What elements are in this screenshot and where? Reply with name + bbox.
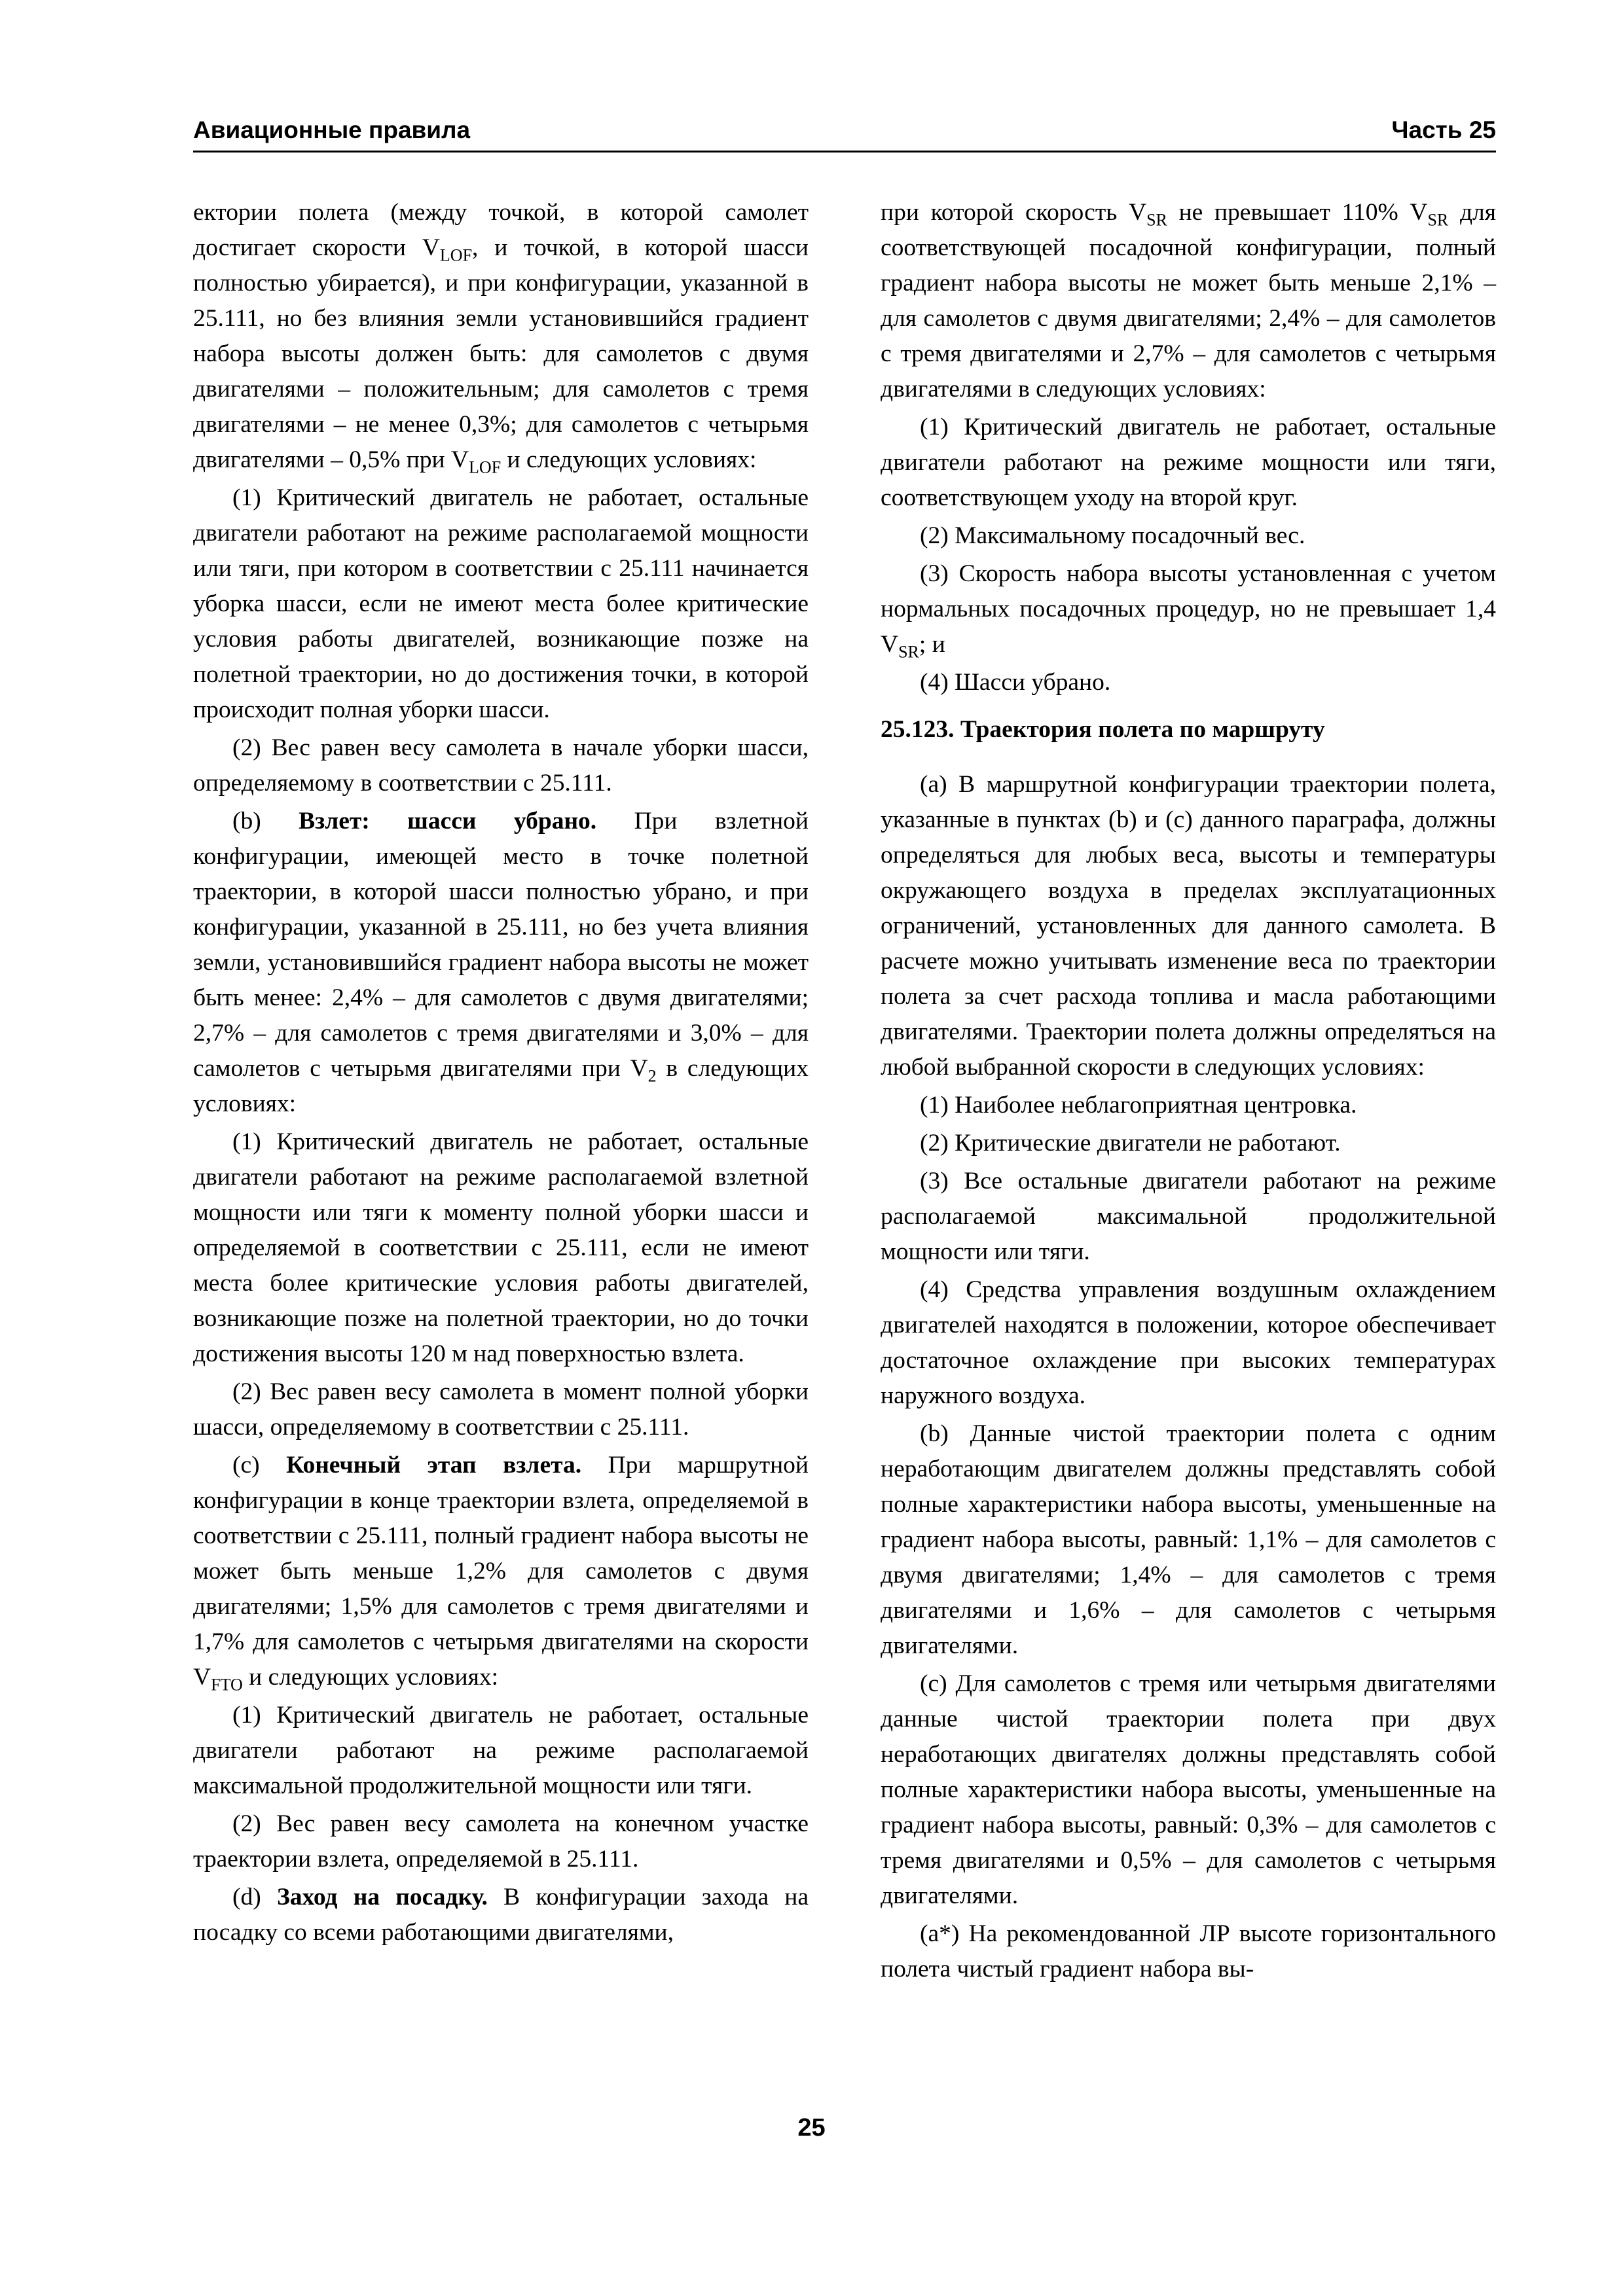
subsection-title: Взлет: шасси убрано. (299, 808, 597, 834)
paragraph: (а) В маршрутной конфигурации траектории полета, указанные в пунктах (b) и (c) данного параграфа, должны определяться для любых веса, высоты и температуры окружающего воздуха в пределах эксплуатационных ограничений, установленных для данного самолета. В расчете можно учитывать изменение веса по траектории полета за счет расхода топлива и масла работающими двигателями. Траектории полета должны определяться на любой выбранной скорости в следующих условиях: (881, 771, 1496, 1081)
paragraph: (2) Вес равен весу самолета в начале уборки шасси, определяемому в соответствии с 25.111. (193, 734, 809, 797)
header-part: Часть 25 (1391, 117, 1496, 143)
paragraph: при которой скорость $V_{SR}$ не превышает 110% $V_{SR}$ для соответствующей посадочной конфигурации, полный градиент набора высоты не может быть меньше 2,1% – для самолетов с двумя двигателями; 2,4% – для самолетов с тремя двигателями и 2,7% – для самолетов с четырьмя двигателями в следующих условиях: (881, 199, 1497, 403)
paragraph: (b) Данные чистой траектории полета с одним неработающим двигателем должны представлять собой полные характеристики набора высоты, уменьшенные на градиент набора высоты, равный: 1,1% – для самолетов с двумя двигателями; 1,4% – для самолетов с тремя двигателями и 1,6% – для самолетов с четырьмя двигателями. (881, 1420, 1496, 1659)
paragraph: (3) Скорость набора высоты установленная с учетом нормальных посадочных процедур, но не превышает 1,4 $V_{SR}$; и (881, 560, 1496, 662)
paragraph: ектории полета (между точкой, в которой самолет достигает скорости $V_{LOF}$, и точкой, в которой шасси полностью убирается), и при конфигурации, указанной в 25.111, но без влияния земли установившийся градиент набора высоты должен быть: для самолетов с двумя двигателями – положительным; для самолетов с тремя двигателями – не менее 0,3%; для самолетов с четырьмя двигателями – 0,5% при $V_{LOF}$ и следующих условиях: (193, 199, 809, 477)
header-title: Авиационные правила (193, 117, 471, 143)
paragraph: (b) Взлет: шасси убрано. При взлетной конфигурации, имеющей место в точке полетной траектории, в которой шасси полностью убрано, и при конфигурации, указанной в 25.111, но без учета влияния земли, установившийся градиент набора высоты не может быть менее: 2,4% – для самолетов с двумя двигателями; 2,7% – для самолетов с тремя двигателями и 3,0% – для самолетов с четырьмя двигателями при $V_2$ в следующих условиях: (193, 808, 809, 1117)
running-header (193, 113, 1496, 152)
paragraph: (1) Критический двигатель не работает, остальные двигатели работают на режиме располагаемой мощности или тяги, при котором в соответствии с 25.111 начинается уборка шасси, если не имеют места более критические условия работы двигателей, возникающие позже на полетной траектории, но до достижения точки, в которой происходит полная уборки шасси. (193, 484, 809, 723)
paragraph: (3) Все остальные двигатели работают на режиме располагаемой максимальной продолжительной мощности или тяги. (881, 1168, 1496, 1265)
paragraph: (d) Заход на посадку. В конфигурации захода на посадку со всеми работающими двигателями, (193, 1884, 809, 1946)
subsection-title: Конечный этап взлета. (286, 1452, 582, 1479)
section-heading: 25.123. Траектория полета по маршруту (881, 716, 1325, 743)
paragraph: (1) Критический двигатель не работает, остальные двигатели работают на режиме мощности или тяги, соответствующем уходу на второй круг. (881, 414, 1496, 511)
paragraph: (а*) На рекомендованной ЛР высоте горизонтального полета чистый градиент набора вы- (881, 1920, 1496, 1982)
right-column (881, 195, 1496, 1990)
paragraph: (4) Средства управления воздушным охлаждением двигателей находятся в положении, которое обеспечивает достаточное охлаждение при высоких температурах наружного воздуха. (881, 1276, 1496, 1409)
paragraph: (4) Шасси убрано. (920, 669, 1111, 696)
left-column (193, 195, 809, 1953)
paragraph: (c) Для самолетов с тремя или четырьмя двигателями данные чистой траектории полета при двух неработающих двигателях должны представлять собой полные характеристики набора высоты, уменьшенные на градиент набора высоты, равный: 0,3% – для самолетов с тремя двигателями и 0,5% – для самолетов с четырьмя двигателями. (881, 1670, 1496, 1909)
paragraph: (1) Критический двигатель не работает, остальные двигатели работают на режиме располагаемой взлетной мощности или тяги к моменту полной уборки шасси и определяемой в соответствии с 25.111, если не имеют места более критические условия работы двигателей, возникающие позже на полетной траектории, но до точки достижения высоты 120 м над поверхностью взлета. (193, 1128, 809, 1367)
paragraph: (2) Вес равен весу самолета на конечном участке траектории взлета, определяемой в 25.111. (193, 1810, 809, 1873)
paragraph: (1) Критический двигатель не работает, остальные двигатели работают на режиме располагаемой максимальной продолжительной мощности или тяги. (193, 1702, 809, 1799)
subsection-title: Заход на посадку. (276, 1884, 488, 1910)
paragraph: (c) Конечный этап взлета. При маршрутной конфигурации в конце траектории взлета, определяемой в соответствии с 25.111, полный градиент набора высоты не может быть меньше 1,2% для самолетов с двумя двигателями; 1,5% для самолетов с тремя двигателями и 1,7% для самолетов с четырьмя двигателями на скорости $V_{FTO}$ и следующих условиях: (193, 1452, 809, 1695)
page-number: 25 (797, 2114, 826, 2142)
paragraph: (1) Наиболее неблагоприятная центровка. (920, 1092, 1357, 1119)
paragraph: (2) Максимальному посадочный вес. (920, 522, 1305, 549)
paragraph: (2) Вес равен весу самолета в момент полной уборки шасси, определяемому в соответствии с 25.111. (193, 1378, 809, 1441)
paragraph: (2) Критические двигатели не работают. (920, 1130, 1341, 1157)
